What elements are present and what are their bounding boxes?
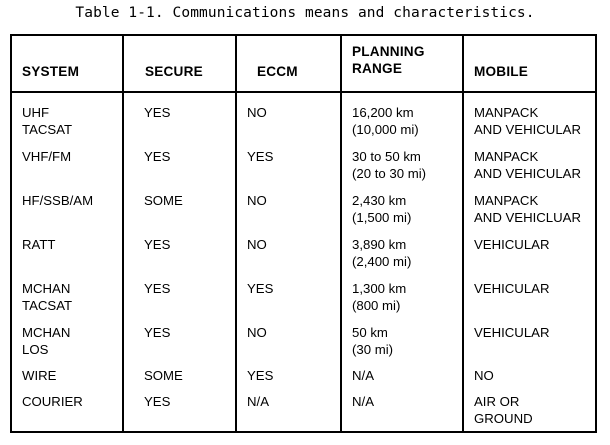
column-divider bbox=[235, 36, 237, 431]
cell-mobile: VEHICULAR bbox=[474, 281, 550, 296]
cell-mobile: VEHICULAR bbox=[474, 325, 550, 340]
header-mobile: MOBILE bbox=[474, 64, 529, 79]
cell-range: 1,300 km (800 mi) bbox=[352, 281, 407, 313]
cell-mobile: NO bbox=[474, 368, 494, 383]
table-caption: Table 1-1. Communications means and characteristics. bbox=[75, 5, 535, 21]
cell-system: MCHAN TACSAT bbox=[22, 281, 73, 313]
cell-range: 16,200 km (10,000 mi) bbox=[352, 105, 419, 137]
cell-mobile: AIR OR GROUND bbox=[474, 394, 533, 426]
header-eccm: ECCM bbox=[257, 64, 298, 79]
cell-eccm: YES bbox=[247, 368, 274, 383]
cell-mobile: MANPACK AND VEHICLUAR bbox=[474, 193, 581, 225]
cell-range: N/A bbox=[352, 368, 374, 383]
cell-secure: SOME bbox=[144, 368, 183, 383]
cell-system: UHF TACSAT bbox=[22, 105, 73, 137]
cell-system: MCHAN LOS bbox=[22, 325, 71, 357]
cell-range: N/A bbox=[352, 394, 374, 409]
column-divider bbox=[122, 36, 124, 431]
header-system: SYSTEM bbox=[22, 64, 80, 79]
cell-range: 30 to 50 km (20 to 30 mi) bbox=[352, 149, 427, 181]
column-divider bbox=[462, 36, 464, 431]
cell-secure: YES bbox=[144, 149, 171, 164]
header-secure: SECURE bbox=[145, 64, 203, 79]
header-planning-range: PLANNING RANGE bbox=[352, 44, 425, 76]
cell-secure: YES bbox=[144, 394, 171, 409]
cell-eccm: NO bbox=[247, 237, 267, 252]
cell-mobile: MANPACK AND VEHICULAR bbox=[474, 105, 581, 137]
cell-secure: YES bbox=[144, 105, 171, 120]
column-divider bbox=[340, 36, 342, 431]
cell-secure: YES bbox=[144, 325, 171, 340]
cell-eccm: NO bbox=[247, 193, 267, 208]
cell-eccm: N/A bbox=[247, 394, 269, 409]
cell-range: 50 km (30 mi) bbox=[352, 325, 394, 357]
cell-eccm: NO bbox=[247, 105, 267, 120]
cell-range: 3,890 km (2,400 mi) bbox=[352, 237, 412, 269]
cell-system: VHF/FM bbox=[22, 149, 72, 164]
cell-system: WIRE bbox=[22, 368, 57, 383]
table-header-row bbox=[12, 36, 595, 93]
cell-system: HF/SSB/AM bbox=[22, 193, 94, 208]
cell-eccm: NO bbox=[247, 325, 267, 340]
cell-mobile: VEHICULAR bbox=[474, 237, 550, 252]
cell-system: COURIER bbox=[22, 394, 83, 409]
cell-secure: YES bbox=[144, 281, 171, 296]
cell-mobile: MANPACK AND VEHICULAR bbox=[474, 149, 581, 181]
cell-eccm: YES bbox=[247, 281, 274, 296]
cell-eccm: YES bbox=[247, 149, 274, 164]
cell-secure: SOME bbox=[144, 193, 183, 208]
cell-secure: YES bbox=[144, 237, 171, 252]
communications-table bbox=[10, 34, 597, 433]
cell-range: 2,430 km (1,500 mi) bbox=[352, 193, 412, 225]
cell-system: RATT bbox=[22, 237, 56, 252]
